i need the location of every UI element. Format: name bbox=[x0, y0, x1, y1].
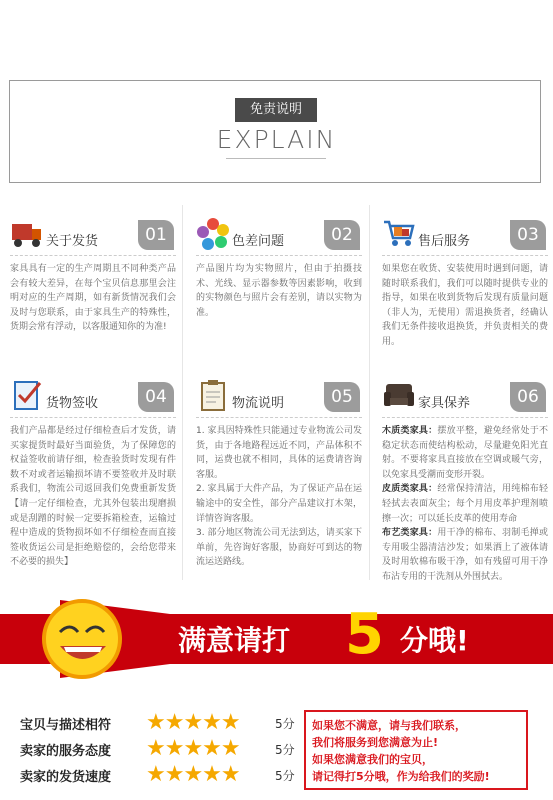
card-title: 物流说明 bbox=[232, 396, 285, 411]
note-line: 如果您不满意，请与我们联系， bbox=[312, 719, 466, 732]
card-maintenance bbox=[378, 370, 552, 585]
card-text: 1. 家具因特殊性只能通过专业物流公司发货，由于各地路程远近不同，产品体积不同，运费也就不相同，具体的运费请咨询客服。 bbox=[196, 426, 362, 480]
rating-banner bbox=[0, 592, 553, 684]
rating-row bbox=[20, 712, 320, 734]
care-text-leather: 经常保持清洁，用纯棉布轻轻拭去表面灰尘；每个月用皮革护理剂喷擦一次；可以延长皮革的使用寿命 bbox=[382, 484, 548, 524]
rating-score: 5分 bbox=[275, 717, 295, 731]
card-number: 01 bbox=[138, 220, 174, 250]
card-text: 3. 部分地区物流公司无法到达，请买家下单前，先咨询好客服，协商好可到达的物流运送路线。 bbox=[196, 528, 362, 568]
card-number: 04 bbox=[138, 382, 174, 412]
care-label-fabric: 布艺类家具： bbox=[382, 528, 438, 539]
truck-icon bbox=[10, 216, 44, 250]
smiley-face-icon bbox=[20, 592, 170, 684]
card-title: 售后服务 bbox=[418, 234, 471, 249]
card-title: 关于发货 bbox=[46, 234, 99, 249]
care-text-fabric: 用干净的棉布、羽制毛掸或专用吸尘器清洁沙发；如果洒上了液体请及时用软棉布吸干净，如有残留可用干净布沾专用的干洗剂从外围拭去。 bbox=[382, 528, 548, 582]
card-receipt bbox=[6, 370, 180, 570]
rating-label: 宝贝与描述相符 bbox=[20, 718, 112, 733]
rating-label: 卖家的服务态度 bbox=[20, 744, 112, 759]
rating-label: 卖家的发货速度 bbox=[20, 770, 112, 785]
card-shipping bbox=[6, 208, 180, 335]
care-text-wood: 摆放平整，避免经常处于不稳定状态而使结构松动，尽量避免阳光直射。不要将家具直接放在空调或暖气旁，以免家具受潮而变形开裂。 bbox=[382, 426, 548, 480]
card-title: 货物签收 bbox=[46, 396, 99, 411]
note-line: 如果您满意我们的宝贝， bbox=[312, 753, 433, 766]
star-rating-icon: ★★★★★ bbox=[146, 762, 240, 787]
card-number: 02 bbox=[324, 220, 360, 250]
rating-row bbox=[20, 764, 320, 786]
star-rating-icon: ★★★★★ bbox=[146, 710, 240, 735]
card-text: 如果您在收货、安装使用时遇到问题，请随时联系我们，我们可以随时提供专业的指导，如果在收到货物后发现有质量问题（非人为，无使用）需退换货者，经确认我们无条件接收退换货，并负责相关的费用。 bbox=[382, 264, 548, 347]
checklist-icon bbox=[10, 378, 44, 412]
armchair-icon bbox=[382, 378, 416, 412]
header-title-en: EXPLAIN bbox=[216, 125, 337, 154]
card-after-sales bbox=[378, 208, 552, 350]
column-divider bbox=[182, 205, 183, 580]
header-underline bbox=[226, 158, 326, 159]
care-label-wood: 木质类家具： bbox=[382, 426, 438, 436]
color-palette-icon bbox=[196, 216, 230, 250]
card-text: 产品图片均为实物照片，但由于拍摄技术、光线、显示器参数等因素影响，收到的实物颜色与照片会有差别，请以实物为准。 bbox=[196, 264, 362, 318]
card-color-difference bbox=[192, 208, 366, 320]
card-text: 我们产品都是经过仔细检查后才发货，请买家提货时最好当面验货，为了保障您的权益签收前请仔细，检查验货时发现有件数不对或者运输损坏请不要签收并及时联系我们，物流公司返回我们免费重新发货【请一定仔细检查，尤其外包装出现磨损或是刮蹭的时候一定要拆箱检查，运输过程中造成的货物损坏如不仔细检查而直接签收货运公司是拒绝赔偿的，会给您带来不必要的损失】 bbox=[10, 426, 176, 568]
banner-text-tail: 分哦! bbox=[400, 624, 469, 657]
banner-text: 满意请打 bbox=[178, 624, 291, 657]
header-tag: 免责说明 bbox=[235, 98, 317, 122]
clipboard-icon bbox=[196, 378, 230, 412]
shopping-cart-icon bbox=[382, 216, 416, 250]
column-divider bbox=[369, 205, 370, 580]
card-logistics bbox=[192, 370, 366, 570]
card-text: 2. 家具属于大件产品，为了保证产品在运输途中的安全性，部分产品建议打木架，详情咨询客服。 bbox=[196, 484, 362, 524]
note-line: 我们将服务到您满意为止! bbox=[312, 736, 439, 749]
care-label-leather: 皮质类家具： bbox=[382, 484, 438, 495]
card-text: 家具具有一定的生产周期且不同种类产品会有较大差异，在每个宝贝信息那里会注明对应的生产周期，如有新货情况我们会及时与您联系，由于家具生产的特殊性，货期会常有浮动，以客服通知你的为准! bbox=[10, 264, 176, 333]
card-number: 03 bbox=[510, 220, 546, 250]
rating-row bbox=[20, 738, 320, 760]
star-rating-icon: ★★★★★ bbox=[146, 736, 240, 761]
rating-score: 5分 bbox=[275, 743, 295, 757]
card-title: 家具保养 bbox=[418, 396, 471, 411]
rating-score: 5分 bbox=[275, 769, 295, 783]
satisfaction-note bbox=[304, 710, 528, 790]
card-title: 色差问题 bbox=[232, 234, 285, 249]
card-number: 06 bbox=[510, 382, 546, 412]
banner-five: 5 bbox=[345, 602, 384, 667]
card-number: 05 bbox=[324, 382, 360, 412]
note-line: 请记得打5分哦，作为给我们的奖励! bbox=[312, 770, 490, 783]
